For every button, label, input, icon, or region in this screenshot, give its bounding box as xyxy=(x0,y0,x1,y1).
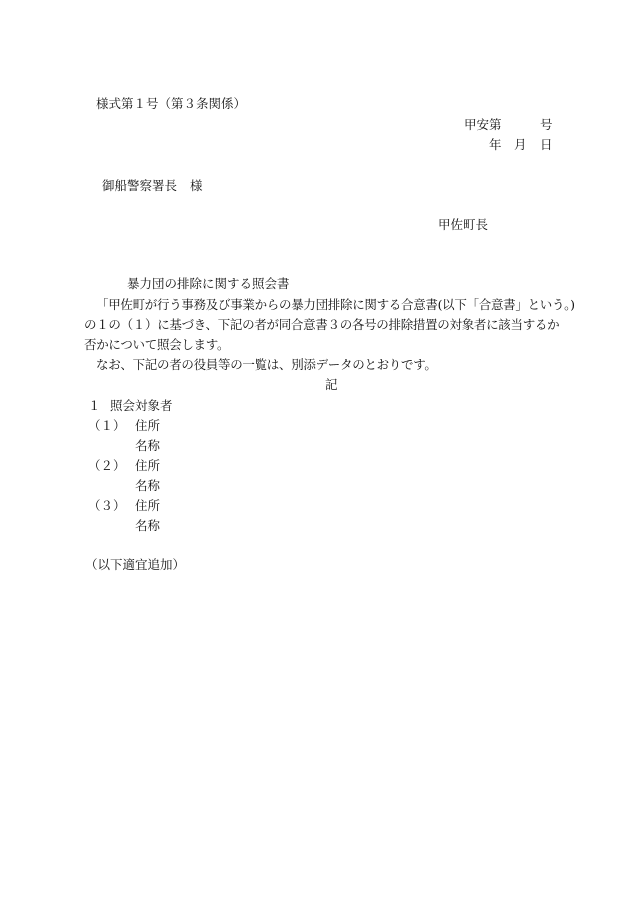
item-3-number: （３） xyxy=(88,498,126,513)
item-2-number: （２） xyxy=(88,458,126,473)
addressee-honorific: 様 xyxy=(190,178,203,193)
date-month: 月 xyxy=(514,137,527,152)
body-line-4: なお、下記の者の役員等の一覧は、別添データのとおりです。 xyxy=(96,357,437,372)
sender-name: 甲佐町長 xyxy=(438,217,489,232)
item-1-number: （１） xyxy=(88,418,126,433)
addressee-name: 御船警察署長 xyxy=(102,178,178,193)
document-title: 暴力団の排除に関する照会書 xyxy=(127,276,290,291)
ki-marker: 記 xyxy=(325,377,338,392)
item-2-address-label: 住所 xyxy=(135,458,161,473)
date-year: 年 xyxy=(489,137,502,152)
footnote: （以下適宜追加） xyxy=(85,557,186,572)
doc-number-suffix: 号 xyxy=(540,117,553,132)
item-1-name-label: 名称 xyxy=(135,438,161,453)
section-heading: 照会対象者 xyxy=(110,398,173,413)
doc-number-prefix: 甲安第 xyxy=(464,117,502,132)
section-number: １ xyxy=(88,398,101,413)
date-day: 日 xyxy=(540,137,553,152)
body-line-3: 否かについて照会します。 xyxy=(84,337,230,352)
item-2-name-label: 名称 xyxy=(135,478,161,493)
body-line-1: 「甲佐町が行う事務及び事業からの暴力団排除に関する合意書(以下「合意書」という。) xyxy=(96,297,575,312)
form-label: 様式第１号（第３条関係） xyxy=(96,96,247,111)
item-3-name-label: 名称 xyxy=(135,518,161,533)
item-1-address-label: 住所 xyxy=(135,418,161,433)
item-3-address-label: 住所 xyxy=(135,498,161,513)
body-line-2: の１の（１）に基づき、下記の者が同合意書３の各号の排除措置の対象者に該当するか xyxy=(84,317,560,332)
